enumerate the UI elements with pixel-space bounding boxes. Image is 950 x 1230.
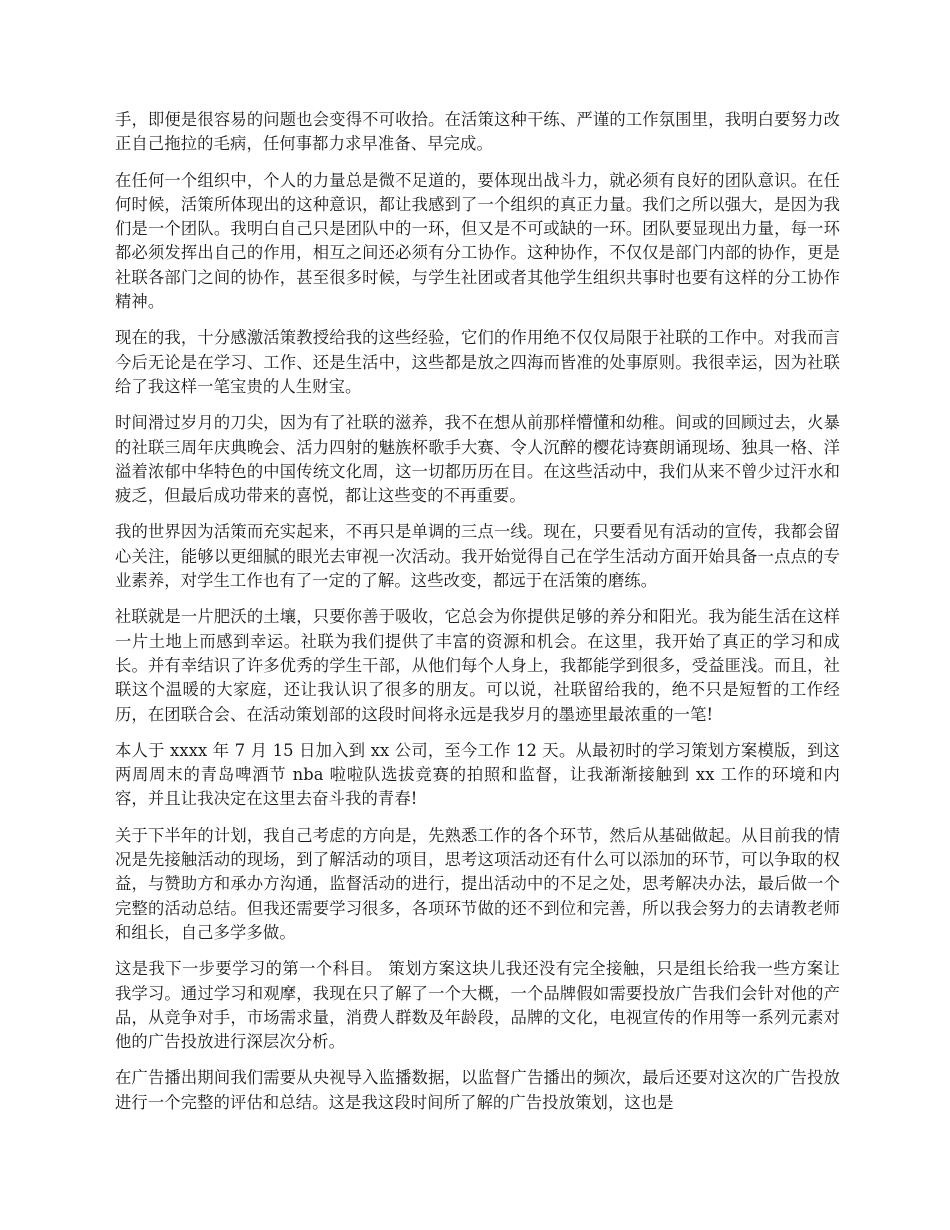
paragraph-2: 在任何一个组织中，个人的力量总是微不足道的，要体现出战斗力，就必须有良好的团队意识。在任何时候，活策所体现出的这种意识，都让我感到了一个组织的真正力量。我们之所以强大，是因为我们是一个团队。我明白自己只是团队中的一环，但又是不可或缺的一环。团队要显现出力量，每一环都必须发挥出自己的作用，相互之间还必须有分工协作。这种协作，不仅仅是部门内部的协作，更是社联各部门之间的协作，甚至很多时候，与学生社团或者其他学生组织共事时也要有这样的分工协作精神。: [115, 170, 840, 312]
paragraph-1: 手，即便是很容易的问题也会变得不可收拾。在活策这种干练、严谨的工作氛围里，我明白要努力改正自己拖拉的毛病，任何事都力求早准备、早完成。: [115, 110, 840, 154]
paragraph-4: 时间滑过岁月的刀尖，因为有了社联的滋养，我不在想从前那样懵懂和幼稚。间或的回顾过去，火暴的社联三周年庆典晚会、活力四射的魅族杯歌手大赛、令人沉醉的樱花诗赛朗诵现场、独具一格、洋溢着浓郁中华特色的中国传统文化周，这一切都历历在目。在这些活动中，我们从来不曾少过汗水和疲乏，但最后成功带来的喜悦，都让这些变的不再重要。: [115, 413, 840, 506]
paragraph-3: 现在的我，十分感激活策教授给我的这些经验，它们的作用绝不仅仅局限于社联的工作中。对我而言今后无论是在学习、工作、还是生活中，这些都是放之四海而皆准的处事原则。我很幸运，因为社联给了我这样一笔宝贵的人生财宝。: [115, 328, 840, 396]
paragraph-5: 我的世界因为活策而充实起来，不再只是单调的三点一线。现在，只要看见有活动的宣传，我都会留心关注，能够以更细腻的眼光去审视一次活动。我开始觉得自己在学生活动方面开始具备一点点的专业素养，对学生工作也有了一定的了解。这些改变，都远于在活策的磨练。: [115, 522, 840, 591]
paragraph-9: 这是我下一步要学习的第一个科目。 策划方案这块儿我还没有完全接触，只是组长给我一些方案让我学习。通过学习和观摩，我现在只了解了一个大概，一个品牌假如需要投放广告我们会针对他的产品，从竞争对手，市场需求量，消费人群数及年龄段，品牌的文化，电视宣传的作用等一系列元素对他的广告投放进行深层次分析。: [115, 959, 840, 1052]
document-body: [115, 108, 840, 1127]
paragraph-7: 本人于 xxxx 年 7 月 15 日加入到 xx 公司，至今工作 12 天。从最初时的学习策划方案模版，到这两周周末的青岛啤酒节 nba 啦啦队选拔竞赛的拍照和监督，让我渐渐接触到 xx 工作的环境和内容，并且让我决定在这里去奋斗我的青春!: [115, 740, 840, 809]
paragraph-6: 社联就是一片肥沃的土壤，只要你善于吸收，它总会为你提供足够的养分和阳光。我为能生活在这样一片土地上而感到幸运。社联为我们提供了丰富的资源和机会。在这里，我开始了真正的学习和成长。并有幸结识了许多优秀的学生干部，从他们每个人身上，我都能学到很多，受益匪浅。而且，社联这个温暖的大家庭，还让我认识了很多的朋友。可以说，社联留给我的，绝不只是短暂的工作经历，在团联合会、在活动策划部的这段时间将永远是我岁月的墨迹里最浓重的一笔!: [115, 607, 840, 724]
paragraph-10: 在广告播出期间我们需要从央视导入监播数据，以监督广告播出的频次，最后还要对这次的广告投放进行一个完整的评估和总结。这是我这段时间所了解的广告投放策划，这也是: [115, 1068, 840, 1112]
paragraph-8: 关于下半年的计划，我自己考虑的方向是，先熟悉工作的各个环节，然后从基础做起。从目前我的情况是先接触活动的现场，到了解活动的项目，思考这项活动还有什么可以添加的环节，可以争取的权益，与赞助方和承办方沟通，监督活动的进行，提出活动中的不足之处，思考解决办法，最后做一个完整的活动总结。但我还需要学习很多，各项环节做的还不到位和完善，所以我会努力的去请教老师和组长，自己多学多做。: [115, 825, 840, 942]
